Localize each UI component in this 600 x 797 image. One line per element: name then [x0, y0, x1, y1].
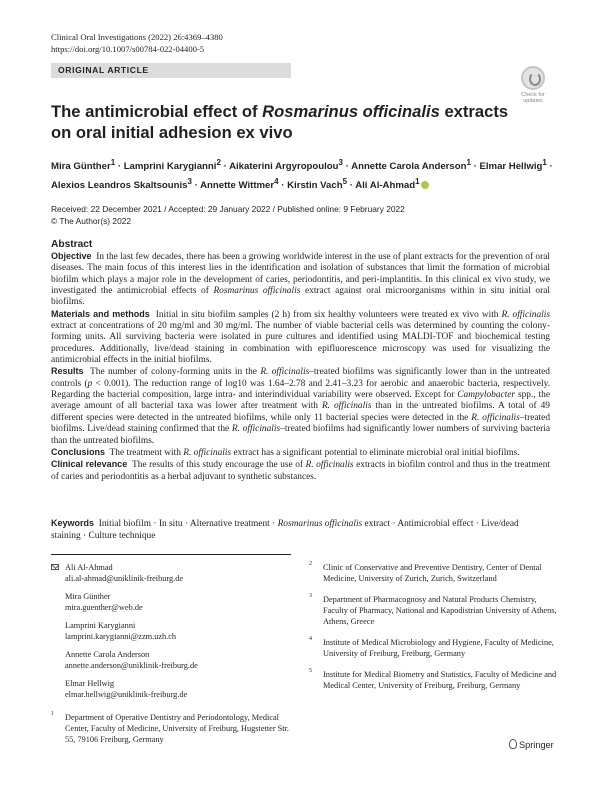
- keywords-label: Keywords: [51, 518, 95, 528]
- title-text-end: extracts on oral initial adhesion ex vivo: [51, 102, 509, 142]
- springer-horse-icon: [509, 739, 517, 749]
- abstract-body: [51, 251, 550, 483]
- check-for-updates-icon: [521, 66, 545, 90]
- affiliation: 5 Institute for Medical Biometry and Statistics, Faculty of Medicine and Medical Center, University of Freiburg, Freiburg, Germany: [309, 668, 557, 690]
- title-text: The antimicrobial effect of: [51, 102, 263, 121]
- publisher-logo: [509, 739, 554, 751]
- author-list: Mira Günther$^1$ · Lamprini Karygianni$^2$ · Aikaterini Argyropoulou$^3$ · Annette Carola Anderson$^1$ · Elmar Hellwig$^1$ · Alexios Leandros Skaltsounis$^3$ · Annette Wittmer$^4$ · Kirstin Vach$^5$ · Ali Al-Ahmad$^1$: [51, 158, 553, 192]
- affiliation: 4 Institute of Medical Microbiology and Hygiene, Faculty of Medicine, University of Freiburg, Freiburg, Germany: [309, 636, 554, 658]
- article-type-badge: ORIGINAL ARTICLE: [51, 63, 291, 78]
- affiliations-block: [309, 562, 559, 701]
- author[interactable]: Alexios Leandros Skaltsounis$^3$: [51, 177, 192, 192]
- received-accepted-published: Received: 22 December 2021 / Accepted: 29 January 2022 / Published online: 9 February 2022: [51, 204, 405, 214]
- affiliation: 1 Department of Operative Dentistry and Periodontology, Medical Center, Faculty of Medicine, University of Freiburg, Hugstetter Str. 55, 79106 Freiburg, Germany: [51, 711, 289, 744]
- affiliation: 3 Department of Pharmacognosy and Natural Products Chemistry, Faculty of Pharmacy, National and Kapodistrian University of Athens, Athens, Greece: [309, 593, 557, 626]
- orcid-icon[interactable]: [421, 181, 429, 189]
- abstract-methods: Materials and methods Initial in situ biofilm samples (2 h) from six healthy volunteers were treated ex vivo with R. officinalis extract at concentrations of 20 mg/ml and 30 mg/ml. The number of viable bacterial cells was determined by counting the colony-forming units. All surviving bacteria were isolated in pure cultures and identified using MALDI-TOF and biochemical testing procedures. Additionally, live/dead staining in combination with epifluorescence microscopy was used for visualizing the antimicrobial effects in the initial biofilms.: [51, 308, 551, 366]
- author[interactable]: Elmar Hellwig$^1$: [479, 158, 547, 173]
- author[interactable]: Lamprini Karygianni$^2$: [123, 158, 221, 173]
- doi-link[interactable]: https://doi.org/10.1007/s00784-022-04400-5: [51, 44, 205, 54]
- email-link[interactable]: ali.al-ahmad@uniklinik-freiburg.de: [65, 574, 184, 583]
- title-species: Rosmarinus officinalis: [262, 102, 440, 121]
- check-for-updates-label: Check for updates: [521, 92, 545, 104]
- email-link[interactable]: mira.guenther@web.de: [65, 603, 143, 612]
- contact-entry: Elmar Hellwig elmar.hellwig@uniklinik-freiburg.de: [51, 678, 301, 700]
- journal-header: [51, 31, 223, 55]
- abstract-clinical-relevance: Clinical relevance The results of this study encourage the use of R. officinalis extracts in biofilm control and thus in the treatment of caries and periodontitis as a herbal adjuvant to synthetic substances.: [51, 459, 550, 482]
- email-link[interactable]: lamprini.karygianni@zzm.uzh.ch: [65, 632, 177, 641]
- correspondence-block: [51, 562, 301, 755]
- author[interactable]: Aikaterini Argyropoulou$^3$: [229, 158, 343, 173]
- copyright: © The Author(s) 2022: [51, 216, 132, 226]
- contact-entry: Lamprini Karygianni lamprini.karygianni@zzm.uzh.ch: [51, 620, 301, 642]
- contact-entry: Annette Carola Anderson annette.anderson@uniklinik-freiburg.de: [51, 649, 301, 671]
- publication-dates: [51, 203, 405, 227]
- corresponding-author: Ali Al-Ahmad ali.al-ahmad@uniklinik-freiburg.de: [51, 562, 301, 584]
- article-title: [51, 101, 521, 143]
- email-link[interactable]: annette.anderson@uniklinik-freiburg.de: [65, 661, 198, 670]
- abstract-objective: Objective In the last few decades, there has been a growing worldwide interest in the use of plant extracts for the prevention of oral diseases. The main focus of this interest lies in the identification and isolation of substances that limit the formation of microbial biofilm which plays a major role in the development of caries, periodontitis, and peri-implantitis. In this clinical ex vivo study, we investigated the antimicrobial effects of Rosmarinus officinalis extract against oral microorganisms within in situ initial oral biofilms.: [51, 251, 551, 308]
- author[interactable]: Mira Günther$^1$: [51, 158, 116, 173]
- abstract-results: Results The number of colony-forming units in the R. officinalis–treated biofilms was significantly lower than in the untreated controls (p < 0.001). The reduction range of log10 was 1.64–2.78 and 2.41–3.23 for aerobic and anaerobic bacteria, respectively. Regarding the bacterial composition, large intra- and interindividual variability were observed. Except for Campylobacter spp., the average amount of all bacterial taxa was lower after treatment with R. officinalis than in the untreated biofilms. A total of 49 different species were detected in the untreated biofilms, while only 11 bacterial species were detected in the R. officinalis–treated biofilms. Live/dead staining confirmed that the R. officinalis–treated biofilms had significantly lower numbers of surviving bacteria than the untreated biofilms.: [51, 366, 551, 446]
- email-link[interactable]: elmar.hellwig@uniklinik-freiburg.de: [65, 690, 188, 699]
- affiliation: 2 Clinic of Conservative and Preventive Dentistry, Center of Dental Medicine, University of Zurich, Zurich, Switzerland: [309, 561, 542, 583]
- publisher-name: Springer: [519, 740, 554, 750]
- abstract-conclusions: Conclusions The treatment with R. officinalis extract has a significant potential to eliminate microbial oral initial biofilms.: [51, 446, 520, 458]
- author[interactable]: Annette Wittmer$^4$: [200, 177, 279, 192]
- author[interactable]: Ali Al-Ahmad$^1$: [355, 177, 420, 192]
- keywords: Keywords Initial biofilm · In situ · Alternative treatment · Rosmarinus officinalis extract · Antimicrobial effect · Live/dead staining · Culture technique: [51, 518, 519, 541]
- envelope-icon: [51, 564, 59, 570]
- journal-citation: Clinical Oral Investigations (2022) 26:4369–4380: [51, 32, 223, 42]
- author[interactable]: Annette Carola Anderson$^1$: [351, 158, 471, 173]
- abstract-heading: Abstract: [51, 239, 93, 250]
- footnote-divider: [51, 554, 291, 555]
- author[interactable]: Kirstin Vach$^5$: [287, 177, 348, 192]
- check-for-updates-button[interactable]: [516, 66, 550, 104]
- contact-entry: Mira Günther mira.guenther@web.de: [51, 591, 301, 613]
